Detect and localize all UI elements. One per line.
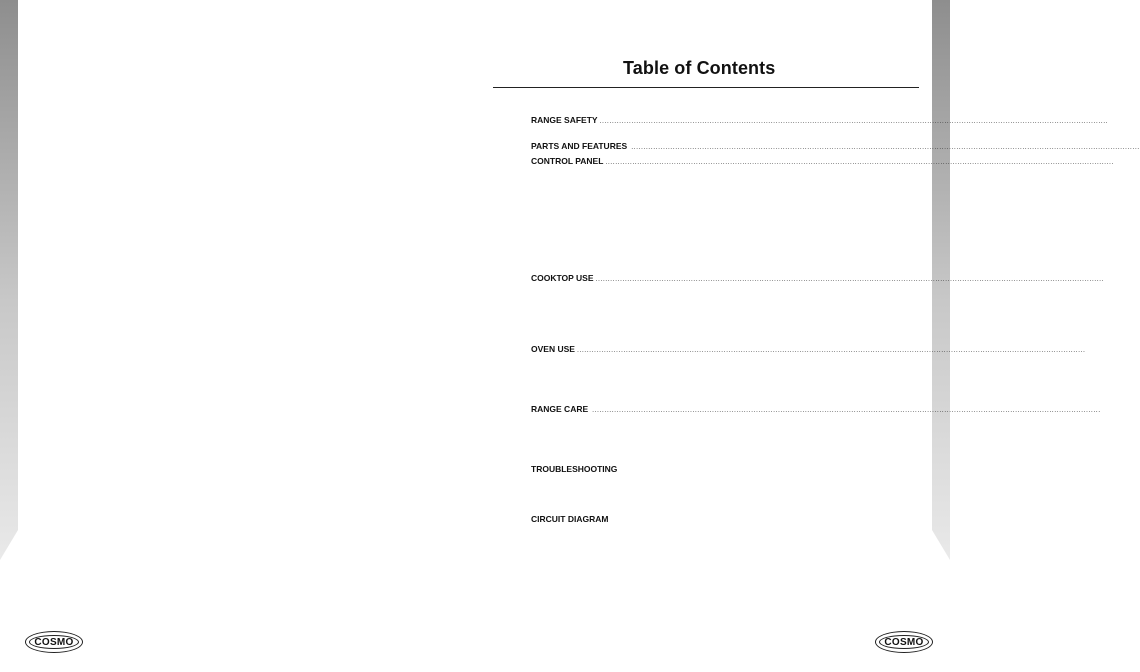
toc-entry-circuit-diagram[interactable]	[531, 514, 608, 524]
brand-logo-right	[875, 631, 933, 653]
toc-entry-range-safety[interactable]	[531, 115, 1109, 125]
toc-leader-dots: ................................................................................................................................................................................................................	[595, 276, 1105, 283]
page-title: Table of Contents	[623, 58, 776, 78]
toc-label: RANGE SAFETY	[531, 115, 598, 125]
toc-entry-range-care[interactable]	[531, 404, 1101, 414]
toc-leader-dots: ................................................................................................................................................................................................................	[599, 118, 1109, 125]
toc-leader-dots: ................................................................................................................................................................................................................	[631, 144, 1140, 151]
toc-leader-dots: ................................................................................................................................................................................................................	[576, 347, 1086, 354]
toc-label: TROUBLESHOOTING	[531, 464, 618, 474]
toc-entry-control-panel[interactable]	[531, 156, 1114, 166]
toc-entry-oven-use[interactable]	[531, 344, 1086, 354]
brand-logo-left	[25, 631, 83, 653]
toc-leader-dots: ................................................................................................................................................................................................................	[592, 407, 1101, 414]
toc-label: PARTS AND FEATURES	[531, 141, 628, 151]
brand-text: COSMO	[34, 636, 74, 648]
toc-label: CIRCUIT DIAGRAM	[531, 514, 609, 524]
toc-label: COOKTOP USE	[531, 273, 594, 283]
toc-entry-troubleshooting[interactable]	[531, 464, 617, 474]
right-edge-decoration	[932, 0, 950, 672]
toc-entry-cooktop-use[interactable]	[531, 273, 1105, 283]
right-page	[475, 0, 1140, 672]
left-edge-decoration	[0, 0, 18, 672]
toc-leader-dots: ................................................................................................................................................................................................................	[605, 159, 1114, 166]
toc-entry-parts-and-features[interactable]	[531, 141, 1140, 151]
title-divider	[493, 87, 919, 88]
toc-label: OVEN USE	[531, 344, 575, 354]
toc-label: RANGE CARE	[531, 404, 589, 414]
brand-text: COSMO	[884, 636, 924, 648]
toc-label: CONTROL PANEL	[531, 156, 604, 166]
left-page	[18, 0, 475, 672]
